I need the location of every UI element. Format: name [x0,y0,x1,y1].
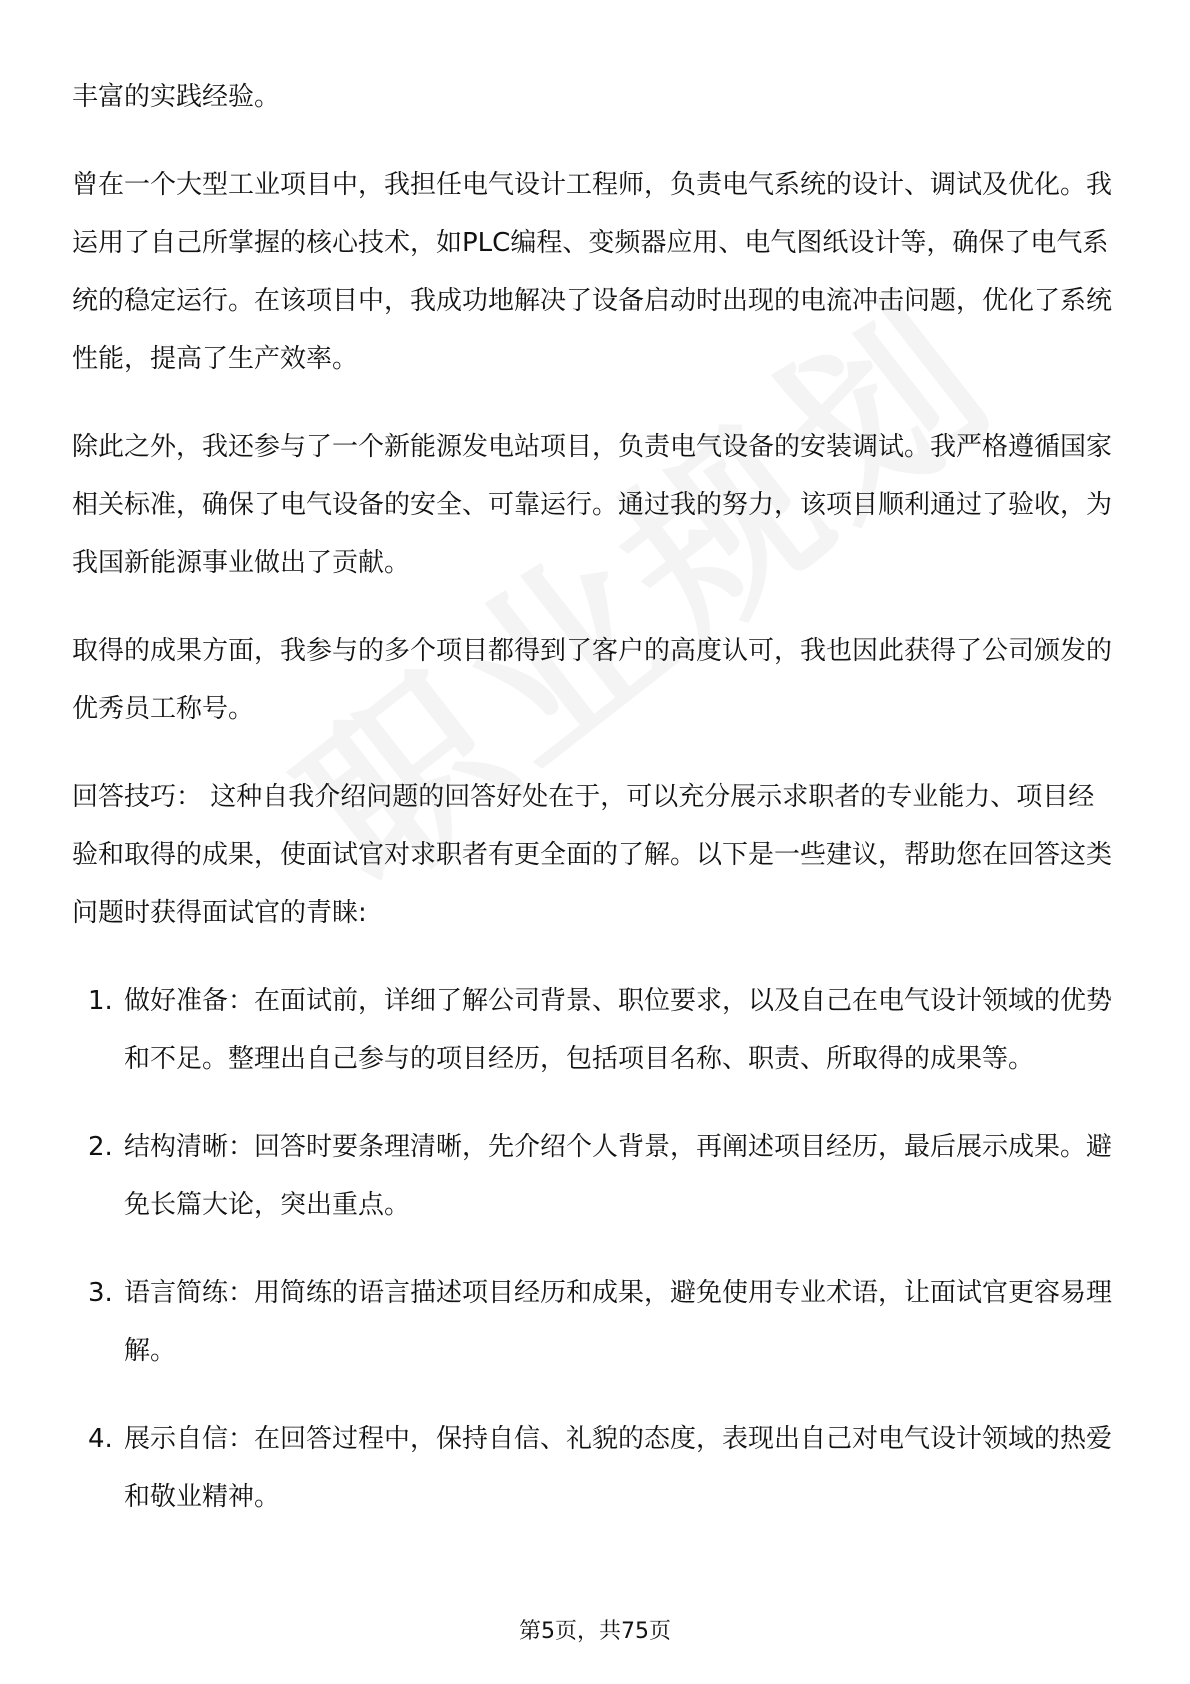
paragraph-intro-end: 丰富的实践经验。 [72,82,281,112]
list-item-number: 4. [88,1424,113,1454]
list-item [72,1118,1118,1234]
list-item-text: 展示自信：在回答过程中，保持自信、礼貌的态度，表现出自己对电气设计领域的热爱和敬业精神。 [124,1424,1113,1512]
paragraph-achievements: 取得的成果方面，我参与的多个项目都得到了客户的高度认可，我也因此获得了公司颁发的优秀员工称号。 [72,636,1113,724]
paragraph-industrial-project: 曾在一个大型工业项目中，我担任电气设计工程师，负责电气系统的设计、调试及优化。我运用了自己所掌握的核心技术，如PLC编程、变频器应用、电气图纸设计等，确保了电气系统的稳定运行。在该项目中，我成功地解决了设备启动时出现的电流冲击问题，优化了系统性能，提高了生产效率。 [72,170,1113,374]
list-item-text: 做好准备：在面试前，详细了解公司背景、职位要求，以及自己在电气设计领域的优势和不足。整理出自己参与的项目经历，包括项目名称、职责、所取得的成果等。 [124,986,1113,1074]
list-item [72,972,1118,1088]
list-item-number: 2. [88,1132,113,1162]
paragraph-answer-tips: 回答技巧： 这种自我介绍问题的回答好处在于，可以充分展示求职者的专业能力、项目经验和取得的成果，使面试官对求职者有更全面的了解。以下是一些建议，帮助您在回答这类问题时获得面试官的青睐: [72,782,1113,928]
list-item-number: 1. [88,986,113,1016]
page-content [72,68,1118,1556]
list-item-text: 结构清晰：回答时要条理清晰，先介绍个人背景，再阐述项目经历，最后展示成果。避免长篇大论，突出重点。 [124,1132,1113,1220]
tips-list [72,972,1118,1526]
list-item [72,1264,1118,1380]
paragraph-new-energy-project: 除此之外，我还参与了一个新能源发电站项目，负责电气设备的安装调试。我严格遵循国家相关标准，确保了电气设备的安全、可靠运行。通过我的努力，该项目顺利通过了验收，为我国新能源事业做出了贡献。 [72,432,1113,578]
list-item-text: 语言简练：用简练的语言描述项目经历和成果，避免使用专业术语，让面试官更容易理解。 [124,1278,1113,1366]
list-item [72,1410,1118,1526]
page-number-footer: 第5页，共75页 [519,1619,671,1644]
list-item-number: 3. [88,1278,113,1308]
